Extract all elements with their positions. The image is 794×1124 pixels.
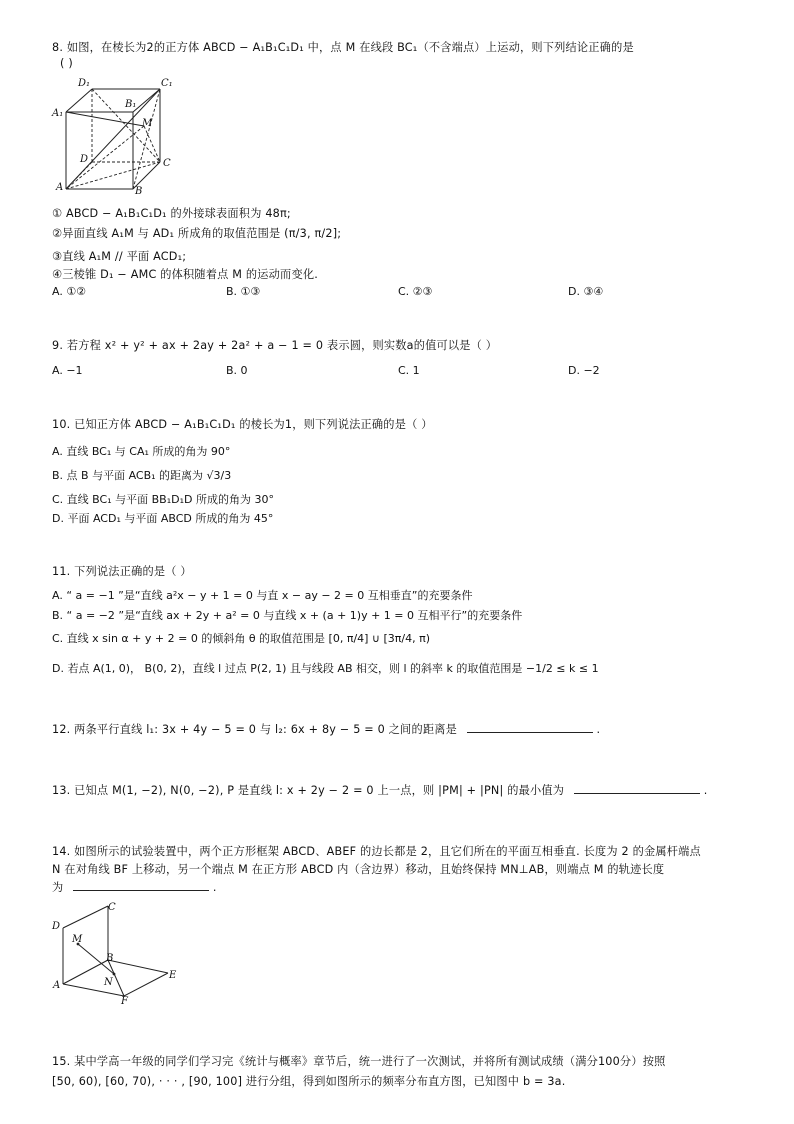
q8-option-c[interactable]: C. ②③ bbox=[398, 285, 433, 298]
q12-period: . bbox=[596, 723, 601, 736]
label-d: D bbox=[52, 921, 61, 932]
label-c: C bbox=[163, 158, 171, 169]
label-a: A bbox=[53, 980, 61, 991]
q8-statement-2: ②异面直线 A₁M 与 AD₁ 所成角的取值范围是 (π/3, π/2]; bbox=[52, 227, 342, 240]
q15-line-1: 15. 某中学高一年级的同学们学习完《统计与概率》章节后，统一进行了一次测试，并将所有测试成绩（满分100分）按照 bbox=[52, 1055, 666, 1068]
label-m: M bbox=[142, 118, 153, 129]
q8-option-b[interactable]: B. ①③ bbox=[226, 285, 261, 298]
q11-option-a[interactable]: A. “ a = −1 ”是“直线 a²x − y + 1 = 0 与直 x − ay − 2 = 0 互相垂直”的充要条件 bbox=[52, 589, 473, 602]
label-c: C bbox=[108, 902, 116, 913]
label-f: F bbox=[121, 996, 128, 1006]
q14-line-2: N 在对角线 BF 上移动，另一个端点 M 在正方形 ABCD 内（含边界）移动，且始终保持 MN⊥AB，则端点 M 的轨迹长度 bbox=[52, 863, 665, 876]
q11-option-b[interactable]: B. “ a = −2 ”是“直线 ax + 2y + a² = 0 与直线 x + (a + 1)y + 1 = 0 互相平行”的充要条件 bbox=[52, 609, 523, 622]
q10-option-b[interactable]: B. 点 B 与平面 ACB₁ 的距离为 √3/3 bbox=[52, 469, 232, 482]
q11-option-d[interactable]: D. 若点 A(1, 0)， B(0, 2)，直线 l 过点 P(2, 1) 且与线段 AB 相交，则 l 的斜率 k 的取值范围是 −1/2 ≤ k ≤ 1 bbox=[52, 662, 599, 675]
q13-text: 13. 已知点 M(1, −2), N(0, −2), P 是直线 l: x + 2y − 2 = 0 上一点，则 |PM| + |PN| 的最小值为 bbox=[52, 784, 565, 797]
q9-option-a[interactable]: A. −1 bbox=[52, 364, 83, 377]
label-a1: A₁ bbox=[52, 108, 64, 119]
q12-answer-blank[interactable] bbox=[467, 722, 593, 733]
label-n: N bbox=[104, 977, 113, 988]
q8-option-d[interactable]: D. ③④ bbox=[568, 285, 604, 298]
q13-stem bbox=[52, 782, 707, 798]
q9-option-c[interactable]: C. 1 bbox=[398, 364, 420, 377]
q10-stem: 10. 已知正方体 ABCD − A₁B₁C₁D₁ 的棱长为1，则下列说法正确的是（ ） bbox=[52, 418, 433, 431]
q14-period: . bbox=[212, 881, 217, 894]
q8-option-a[interactable]: A. ①② bbox=[52, 285, 87, 298]
q11-option-c[interactable]: C. 直线 x sin α + y + 2 = 0 的倾斜角 θ 的取值范围是 [0, π/4] ∪ [3π/4, π) bbox=[52, 632, 431, 645]
q14-line-3 bbox=[52, 879, 217, 895]
label-b: B bbox=[106, 953, 114, 964]
q10-option-a[interactable]: A. 直线 BC₁ 与 CA₁ 所成的角为 90° bbox=[52, 445, 231, 458]
label-d1: D₁ bbox=[78, 78, 91, 89]
q8-answer-paren: ( ) bbox=[60, 57, 73, 70]
label-b1: B₁ bbox=[125, 99, 137, 110]
q8-statement-4: ④三棱锥 D₁ − AMC 的体积随着点 M 的运动而变化. bbox=[52, 268, 318, 281]
label-d: D bbox=[80, 154, 89, 165]
cube-figure bbox=[48, 74, 188, 199]
q9-stem: 9. 若方程 x² + y² + ax + 2ay + 2a² + a − 1 = 0 表示圆，则实数a的值可以是（ ） bbox=[52, 339, 498, 352]
q15-line-2: [50, 60), [60, 70), · · · , [90, 100] 进行分组，得到如图所示的频率分布直方图，已知图中 b = 3a. bbox=[52, 1075, 566, 1088]
q8-statement-1: ① ABCD − A₁B₁C₁D₁ 的外接球表面积为 48π; bbox=[52, 207, 291, 220]
frame-figure bbox=[48, 898, 188, 1006]
q11-stem: 11. 下列说法正确的是（ ） bbox=[52, 565, 192, 578]
q8-stem: 8. 如图，在棱长为2的正方体 ABCD − A₁B₁C₁D₁ 中，点 M 在线段 BC₁（不含端点）上运动，则下列结论正确的是 bbox=[52, 41, 634, 54]
q9-option-b[interactable]: B. 0 bbox=[226, 364, 248, 377]
q10-option-d[interactable]: D. 平面 ACD₁ 与平面 ABCD 所成的角为 45° bbox=[52, 512, 274, 525]
q9-option-d[interactable]: D. −2 bbox=[568, 364, 600, 377]
q12-stem bbox=[52, 721, 600, 737]
q13-answer-blank[interactable] bbox=[574, 783, 700, 794]
q8-statement-3: ③直线 A₁M // 平面 ACD₁; bbox=[52, 250, 187, 263]
label-b: B bbox=[135, 186, 143, 197]
label-e: E bbox=[169, 970, 177, 981]
label-m: M bbox=[72, 934, 83, 945]
q10-option-c[interactable]: C. 直线 BC₁ 与平面 BB₁D₁D 所成的角为 30° bbox=[52, 493, 274, 506]
label-c1: C₁ bbox=[161, 78, 173, 89]
q14-line-1: 14. 如图所示的试验装置中，两个正方形框架 ABCD、ABEF 的边长都是 2，且它们所在的平面互相垂直. 长度为 2 的金属杆端点 bbox=[52, 845, 701, 858]
label-a: A bbox=[56, 182, 64, 193]
q14-answer-blank[interactable] bbox=[73, 880, 209, 891]
q14-wei: 为 bbox=[52, 881, 64, 894]
q13-period: . bbox=[703, 784, 708, 797]
q12-text: 12. 两条平行直线 l₁: 3x + 4y − 5 = 0 与 l₂: 6x + 8y − 5 = 0 之间的距离是 bbox=[52, 723, 457, 736]
